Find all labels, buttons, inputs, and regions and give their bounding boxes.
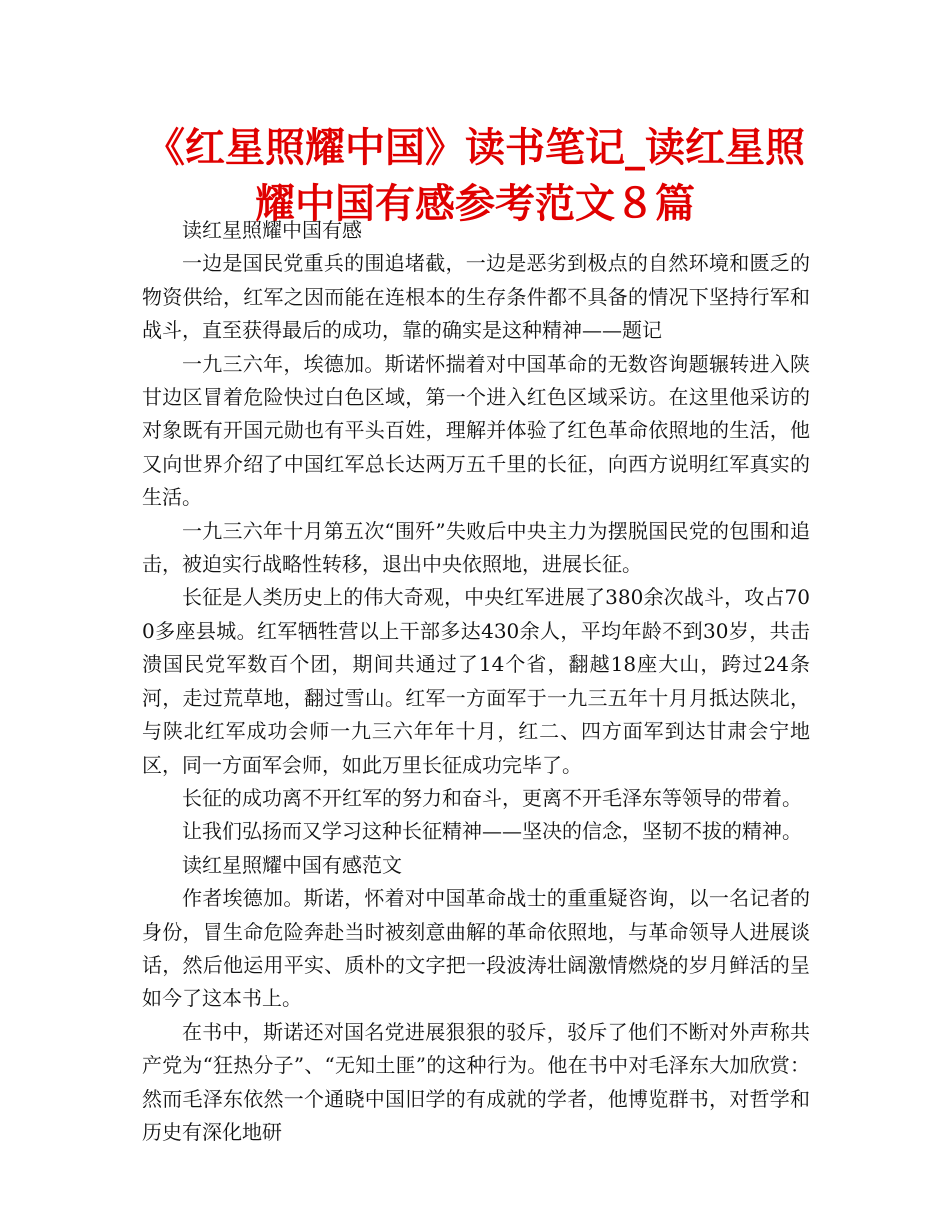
document-title: 《红星照耀中国》读书笔记_读红星照耀中国有感参考范文８篇 (145, 125, 805, 227)
section-heading: 读红星照耀中国有感范文 (182, 852, 402, 877)
paragraph: 长征的成功离不开红军的努力和奋斗，更离不开毛泽东等领导的带着。 (182, 785, 802, 810)
paragraph: 在书中，斯诺还对国名党进展狠狠的驳斥，驳斥了他们不断对外声称共产党为“狂热分子”、“无知土匪”的这种行为。他在书中对毛泽东大加欣赏：然而毛泽东依然一个通晓中国旧学的有成就的学者，他博览群书，对哲学和历史有深化地研 (142, 1019, 810, 1144)
paragraph: 一九三六年，埃德加。斯诺怀揣着对中国革命的无数咨询题辗转进入陕甘边区冒着危险快过白色区域，第一个进入红色区域采访。在这里他采访的对象既有开国元勋也有平头百姓，理解并体验了红色革命依照地的生活，他又向世界介绍了中国红军总长达两万五千里的长征，向西方说明红军真实的生活。 (142, 351, 810, 510)
document-body (142, 214, 810, 1149)
paragraph: 一九三六年十月第五次“围歼”失败后中央主力为摆脱国民党的包围和追击，被迫实行战略性转移，退出中央依照地，进展长征。 (142, 518, 810, 577)
paragraph: 让我们弘扬而又学习这种长征精神——坚决的信念，坚韧不拔的精神。 (182, 819, 802, 844)
section-heading: 读红星照耀中国有感 (182, 218, 362, 242)
paragraph: 一边是国民党重兵的围追堵截，一边是恶劣到极点的自然环境和匮乏的物资供给，红军之因而能在连根本的生存条件都不具备的情况下坚持行军和战斗，直至获得最后的成功，靠的确实是这种精神——题记 (142, 251, 810, 343)
paragraph: 长征是人类历史上的伟大奇观，中央红军进展了380余次战斗，攻占700多座县城。红军牺牲营以上干部多达430余人，平均年龄不到30岁，共击溃国民党军数百个团，期间共通过了14个省，翻越18座大山，跨过24条河，走过荒草地，翻过雪山。红军一方面军于一九三五年十月月抵达陕北，与陕北红军成功会师一九三六年年十月，红二、四方面军到达甘肃会宁地区，同一方面军会师，如此万里长征成功完毕了。 (142, 585, 810, 777)
paragraph: 作者埃德加。斯诺，怀着对中国革命战士的重重疑咨询，以一名记者的身份，冒生命危险奔赴当时被刻意曲解的革命依照地，与革命领导人进展谈话，然后他运用平实、质朴的文字把一段波涛壮阔激情燃烧的岁月鲜活的呈如今了这本书上。 (142, 886, 810, 1011)
